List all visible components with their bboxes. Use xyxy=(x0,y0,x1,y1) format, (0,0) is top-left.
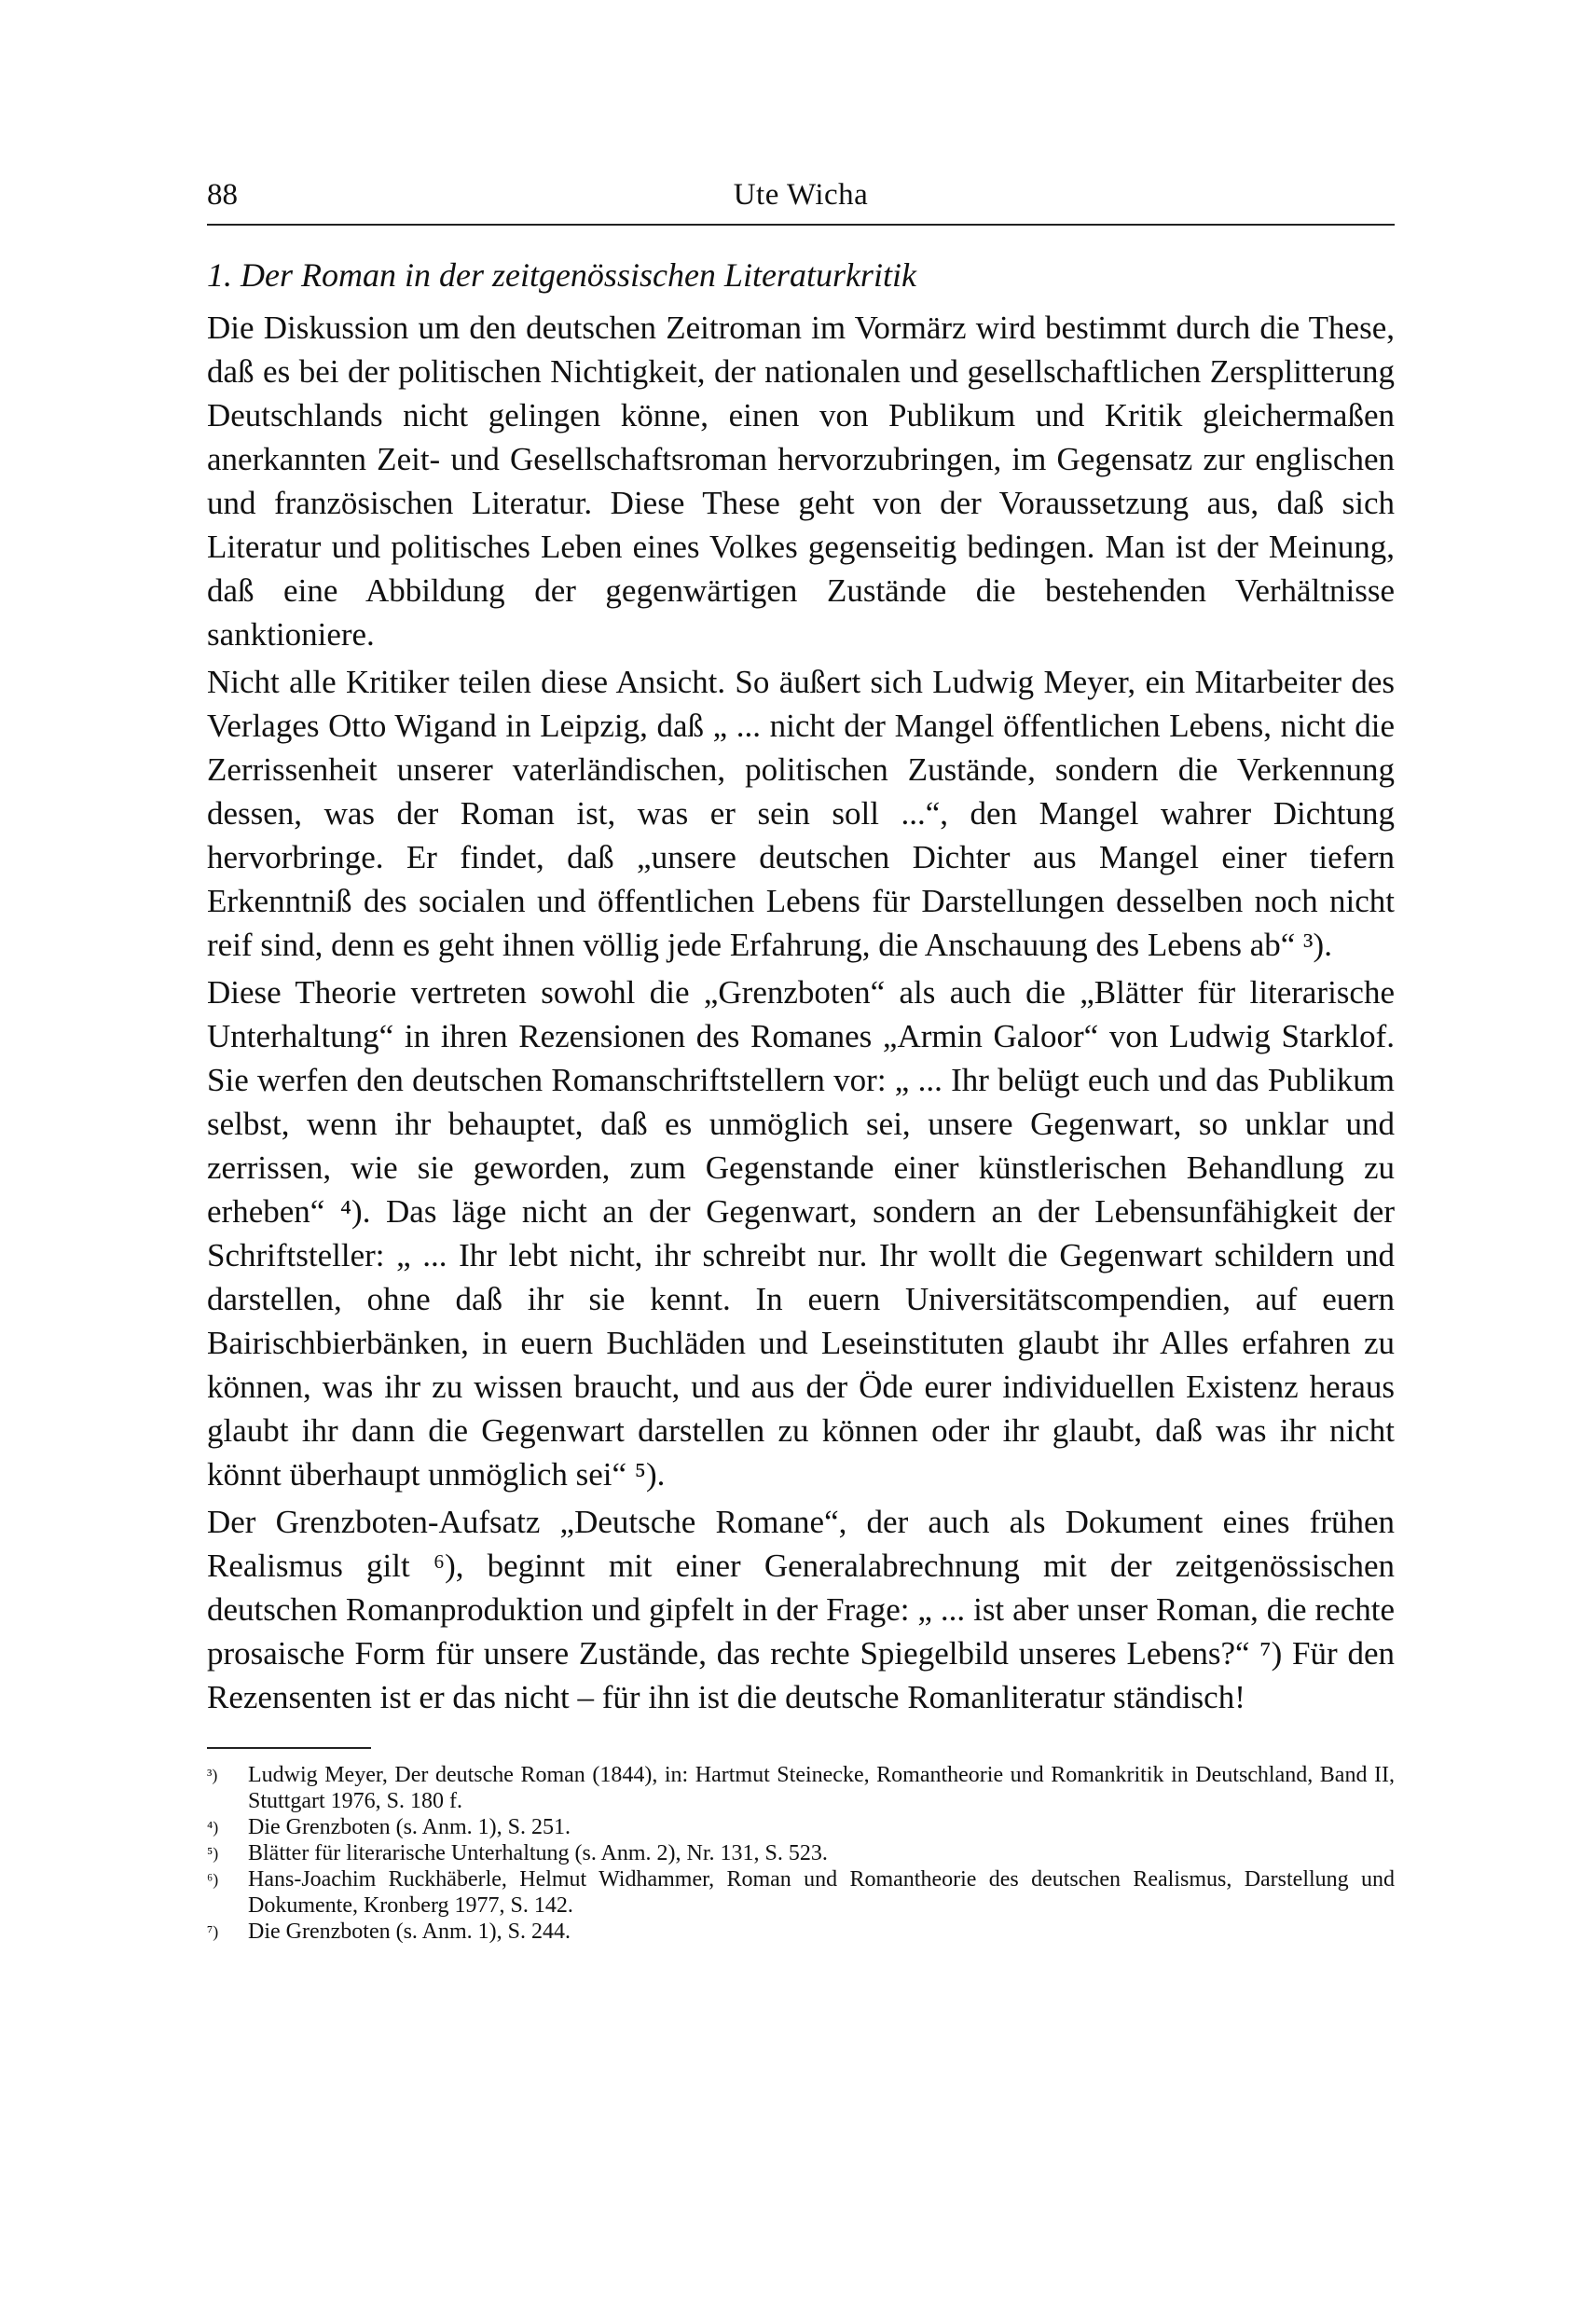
footnote-marker: ⁶) xyxy=(207,1870,219,1889)
header-rule xyxy=(207,224,1395,226)
running-head xyxy=(207,170,1395,220)
footnote-text: Ludwig Meyer, Der deutsche Roman (1844), in: Hartmut Steinecke, Romantheorie und Romankritik in Deutschland, Band II, Stuttgart 1976, S. 180 f. xyxy=(248,1763,1395,1813)
footnote-marker: ⁷) xyxy=(207,1922,219,1941)
paragraph: Die Diskussion um den deutschen Zeitroman im Vormärz wird bestimmt durch die These, daß es bei der politischen Nichtigkeit, der nationalen und gesellschaftlichen Zersplitterung Deutschlands nicht gelingen könne, einen von Publikum und Kritik gleichermaßen anerkannten Zeit- und Gesellschaftsroman hervorzubringen, im Gegensatz zur englischen und französischen Literatur. Diese These geht von der Voraussetzung aus, daß sich Literatur und politisches Leben eines Volkes gegenseitig bedingen. Man ist der Meinung, daß eine Abbildung der gegenwärtigen Zustände die bestehenden Verhältnisse sanktioniere. xyxy=(207,310,1395,653)
footnote-text: Die Grenzboten (s. Anm. 1), S. 251. xyxy=(248,1815,571,1839)
section-title: 1. Der Roman in der zeitgenössischen Literaturkritik xyxy=(207,256,916,294)
footnote xyxy=(207,1762,1395,1814)
footnote xyxy=(207,1919,1395,1945)
footnote xyxy=(207,1840,1395,1866)
body-text xyxy=(207,306,1395,1719)
footnote-rule xyxy=(207,1747,371,1749)
paragraph: Diese Theorie vertreten sowohl die „Grenzboten“ als auch die „Blätter für literarische Unterhaltung“ in ihren Rezensionen des Romanes „Armin Galoor“ von Ludwig Starklof. Sie werfen den deutschen Romanschriftstellern vor: „ ... Ihr belügt euch und das Publikum selbst, wenn ihr behauptet, daß es unmöglich sei, unsere Gegenwart, so unklar und zerrissen, wie sie geworden, zum Gegenstande einer künstlerischen Behandlung zu erheben“ ⁴). Das läge nicht an der Gegenwart, sondern an der Lebensunfähigkeit der Schriftsteller: „ ... Ihr lebt nicht, ihr schreibt nur. Ihr wollt die Gegenwart schildern und darstellen, ohne daß ihr sie kennt. In euern Universitätscompendien, auf euern Bairischbierbänken, in euern Buchläden und Leseinstituten glaubt ihr Alles erfahren zu können, was ihr zu wissen braucht, und aus der Öde eurer individuellen Existenz heraus glaubt ihr dann die Gegenwart darstellen zu können oder ihr glaubt, daß was ihr nicht könnt überhaupt unmöglich sei“ ⁵). xyxy=(207,974,1395,1493)
paragraph: Nicht alle Kritiker teilen diese Ansicht. So äußert sich Ludwig Meyer, ein Mitarbeiter des Verlages Otto Wigand in Leipzig, daß „ ... nicht der Mangel öffentlichen Lebens, nicht die Zerrissenheit unserer vaterländischen, politischen Zustände, sondern die Verkennung dessen, was der Roman ist, was er sein soll ...“, den Mangel wahrer Dichtung hervorbringe. Er findet, daß „unsere deutschen Dichter aus Mangel einer tiefern Erkenntniß des socialen und öffentlichen Lebens für Darstellungen desselben noch nicht reif sind, denn es geht ihnen völlig jede Erfahrung, die Anschauung des Lebens ab“ ³). xyxy=(207,664,1395,963)
footnote-text: Hans-Joachim Ruckhäberle, Helmut Widhammer, Roman und Romantheorie des deutschen Realismus, Darstellung und Dokumente, Kronberg 1977, S. 142. xyxy=(248,1867,1395,1918)
footnote-marker: ³) xyxy=(207,1766,218,1784)
footnote xyxy=(207,1866,1395,1919)
footnotes xyxy=(207,1762,1395,1945)
footnote-text: Blätter für literarische Unterhaltung (s. Anm. 2), Nr. 131, S. 523. xyxy=(248,1841,828,1865)
footnote-marker: ⁴) xyxy=(207,1818,219,1837)
document-page xyxy=(207,170,1395,1945)
page-number: 88 xyxy=(207,178,238,212)
footnote-marker: ⁵) xyxy=(207,1844,219,1863)
paragraph: Der Grenzboten-Aufsatz „Deutsche Romane“, der auch als Dokument eines frühen Realismus gilt ⁶), beginnt mit einer Generalabrechnung mit der zeitgenössischen deutschen Romanproduktion und gipfelt in der Frage: „ ... ist aber unser Roman, die rechte prosaische Form für unsere Zustände, das rechte Spiegelbild unseres Lebens?“ ⁷) Für den Rezensenten ist er das nicht – für ihn ist die deutsche Romanliteratur ständisch! xyxy=(207,1504,1395,1715)
footnote xyxy=(207,1814,1395,1840)
footnote-text: Die Grenzboten (s. Anm. 1), S. 244. xyxy=(248,1920,571,1944)
running-head-author: Ute Wicha xyxy=(733,178,869,212)
